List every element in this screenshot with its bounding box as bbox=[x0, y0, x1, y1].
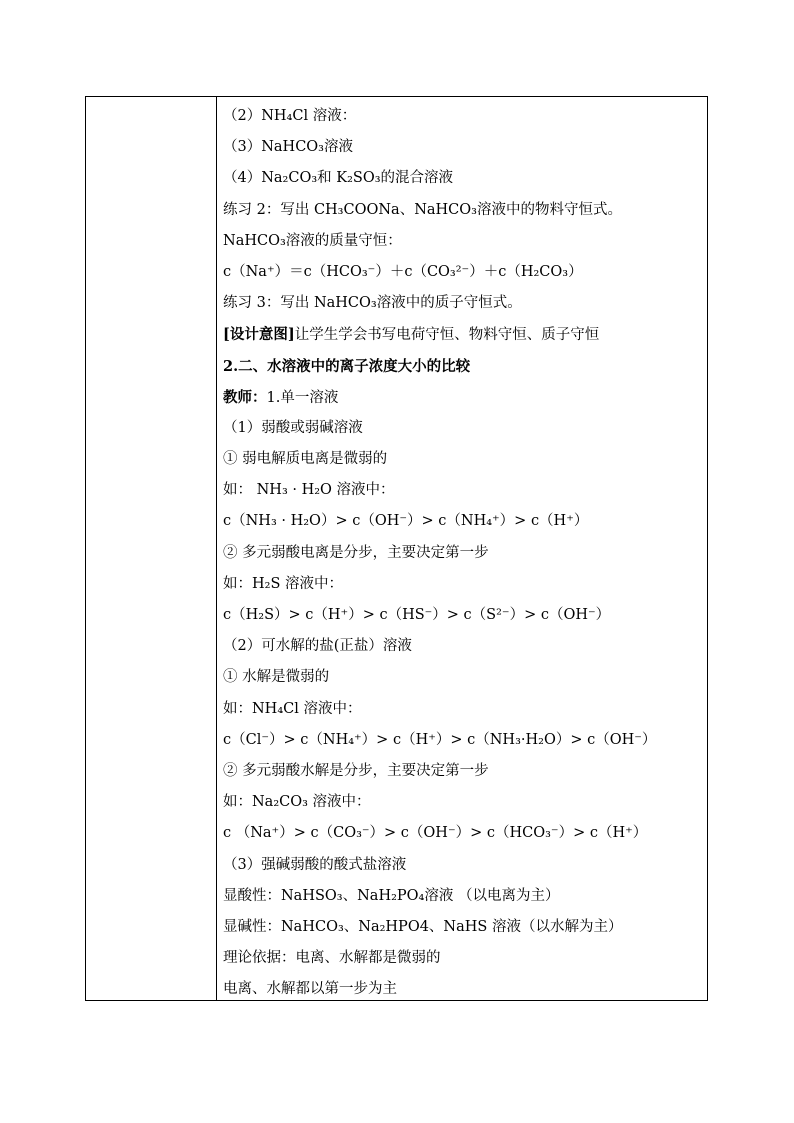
text-line: c（H₂S）> c（H⁺）> c（HS⁻）> c（S²⁻）> c（OH⁻） bbox=[223, 607, 611, 623]
text-line: c（Na⁺）＝c（HCO₃⁻）＋c（CO₃²⁻）＋c（H₂CO₃） bbox=[223, 263, 583, 280]
text-line: （2）可水解的盐(正盐）溶液 bbox=[223, 638, 412, 655]
text-line: （2）NH₄Cl 溶液： bbox=[223, 108, 357, 124]
text-line: ② 多元弱酸水解是分步，主要决定第一步 bbox=[223, 762, 489, 779]
text-line: 如： NH₃ · H₂O 溶液中： bbox=[223, 482, 395, 499]
line-rest: 让学生学会书写电荷守恒、物料守恒、质子守恒 bbox=[294, 327, 600, 344]
text-line: （4）Na₂CO₃和 K₂SO₃的混合溶液 bbox=[223, 170, 454, 187]
text-line: c（Cl⁻）> c（NH₄⁺）> c（H⁺）> c（NH₃·H₂O）> c（OH⁻） bbox=[223, 731, 657, 748]
line-rest: 1.单一溶液 bbox=[266, 389, 339, 406]
text-line bbox=[223, 319, 656, 350]
text-line: 电离、水解都以第一步为主 bbox=[223, 981, 397, 998]
content-cell bbox=[218, 97, 707, 1000]
text-line: ① 水解是微弱的 bbox=[223, 669, 330, 686]
text-line: 如：H₂S 溶液中： bbox=[223, 575, 343, 592]
bold-label: 教师： bbox=[223, 388, 267, 406]
text-line: c（NH₃ · H₂O）> c（OH⁻）> c（NH₄⁺）> c（H⁺） bbox=[223, 513, 589, 530]
text-line: c （Na⁺）> c（CO₃⁻）> c（OH⁻）> c（HCO₃⁻）> c（H⁺） bbox=[223, 825, 648, 842]
content-table bbox=[85, 96, 708, 1001]
text-line: （3）强碱弱酸的酸式盐溶液 bbox=[223, 856, 407, 873]
text-line: 练习 2：写出 CH₃COONa、NaHCO₃溶液中的物料守恒式。 bbox=[223, 201, 622, 218]
text-line: 如：NH₄Cl 溶液中： bbox=[223, 700, 362, 717]
text-line bbox=[223, 382, 656, 413]
text-line: 显酸性：NaHSO₃、NaH₂PO₄溶液 （以电离为主） bbox=[223, 887, 560, 904]
left-empty-cell bbox=[86, 97, 217, 1000]
text-line: NaHCO₃溶液的质量守恒： bbox=[223, 232, 402, 249]
text-lines bbox=[223, 101, 656, 1005]
bold-label: [设计意图] bbox=[223, 326, 295, 344]
text-line: ② 多元弱酸电离是分步，主要决定第一步 bbox=[223, 544, 489, 561]
text-line: （1）弱酸或弱碱溶液 bbox=[223, 419, 363, 436]
text-line: 理论依据：电离、水解都是微弱的 bbox=[223, 950, 441, 967]
text-line: （3）NaHCO₃溶液 bbox=[223, 139, 353, 156]
text-line: 显碱性：NaHCO₃、Na₂HPO4、NaHS 溶液（以水解为主） bbox=[223, 918, 623, 935]
text-line: 练习 3：写出 NaHCO₃溶液中的质子守恒式。 bbox=[223, 295, 522, 312]
text-line: ① 弱电解质电离是微弱的 bbox=[223, 451, 388, 468]
text-line: 2.二、水溶液中的离子浓度大小的比较 bbox=[223, 357, 471, 375]
text-line: 如：Na₂CO₃ 溶液中： bbox=[223, 794, 371, 811]
